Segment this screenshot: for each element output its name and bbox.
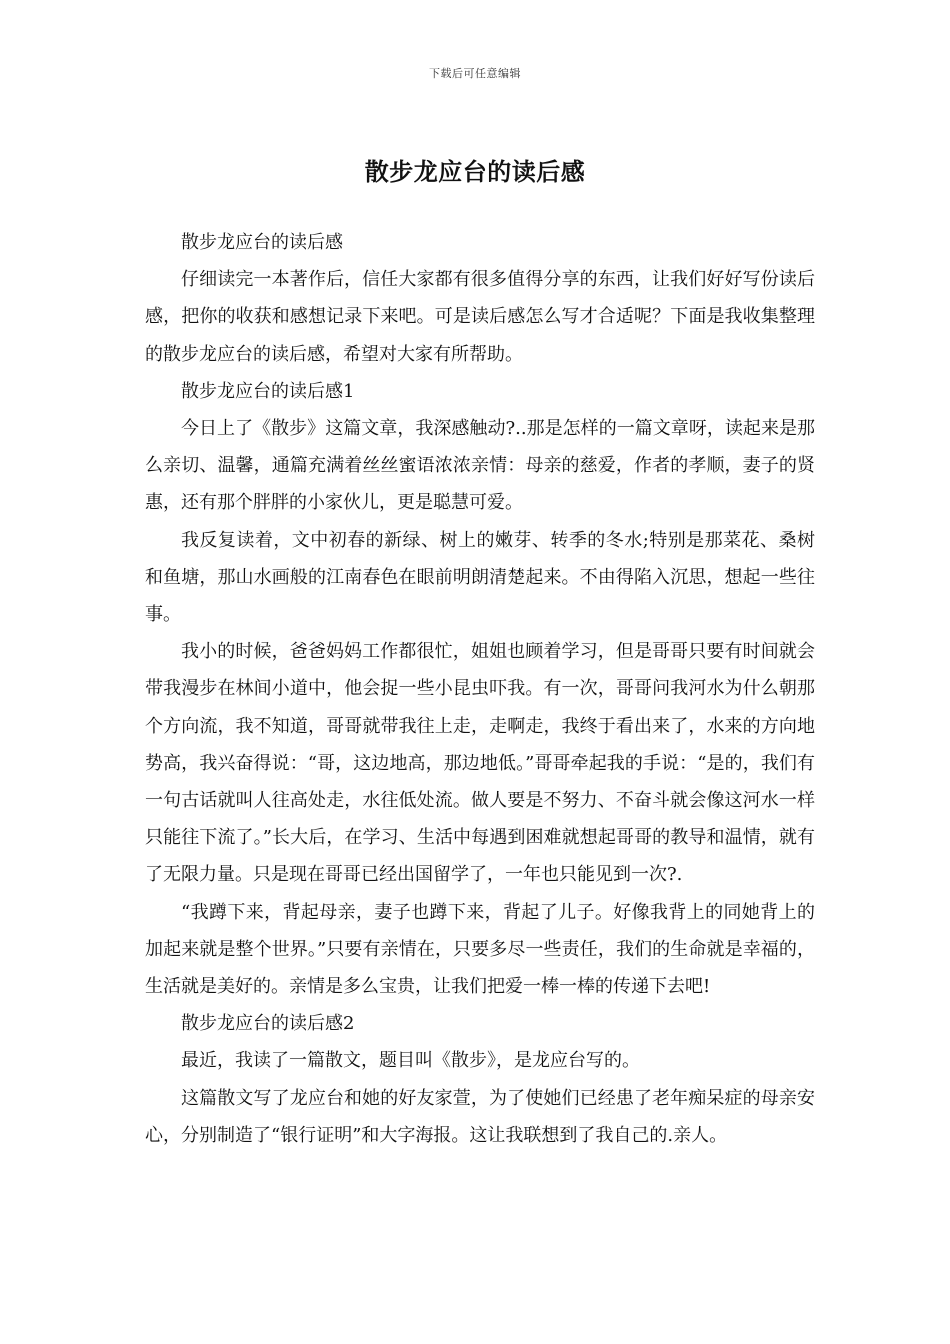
page-header-note: 下载后可任意编辑 [429,67,521,80]
paragraph: 今日上了《散步》这篇文章，我深感触动?..那是怎样的一篇文章呀，读起来是那么亲切、温馨，通篇充满着丝丝蜜语浓浓亲情：母亲的慈爱，作者的孝顺，妻子的贤惠，还有那个胖胖的小家伙儿，更是聪慧可爱。 [145,418,815,514]
section-heading-1: 散步龙应台的读后感1 [181,380,355,402]
paragraph: 这篇散文写了龙应台和她的好友家萱，为了使她们已经患了老年痴呆症的母亲安心，分别制造了“银行证明”和大字海报。这让我联想到了我自己的.亲人。 [145,1087,815,1146]
document-body [145,224,815,1154]
paragraph-subtitle: 散步龙应台的读后感 [181,232,343,253]
document-title: 散步龙应台的读后感 [364,157,586,186]
paragraph-intro: 仔细读完一本著作后，信任大家都有很多值得分享的东西，让我们好好写份读后感，把你的收获和感想记录下来吧。可是读后感怎么写才合适呢？下面是我收集整理的散步龙应台的读后感，希望对大家有所帮助。 [145,269,815,365]
section-heading-2: 散步龙应台的读后感2 [181,1013,355,1035]
paragraph: 我小的时候，爸爸妈妈工作都很忙，姐姐也顾着学习，但是哥哥只要有时间就会带我漫步在林间小道中，他会捉一些小昆虫吓我。有一次，哥哥问我河水为什么朝那个方向流，我不知道，哥哥就带我往上走，走啊走，我终于看出来了，水来的方向地势高，我兴奋得说：“哥，这边地高，那边地低。”哥哥牵起我的手说：“是的，我们有一句古话就叫人往高处走，水往低处流。做人要是不努力、不奋斗就会像这河水一样只能往下流了。”长大后，在学习、生活中每遇到困难就想起哥哥的教导和温情，就有了无限力量。只是现在哥哥已经出国留学了，一年也只能见到一次?. [145,641,815,886]
paragraph: 我反复读着，文中初春的新绿、树上的嫩芽、转季的冬水;特别是那菜花、桑树和鱼塘，那山水画般的江南春色在眼前明朗清楚起来。不由得陷入沉思，想起一些往事。 [145,529,815,626]
paragraph: 最近，我读了一篇散文，题目叫《散步》，是龙应台写的。 [181,1050,640,1072]
paragraph: “我蹲下来，背起母亲，妻子也蹲下来，背起了儿子。好像我背上的同她背上的加起来就是整个世界。”只要有亲情在，只要多尽一些责任，我们的生命就是幸福的，生活就是美好的。亲情是多么宝贵，让我们把爱一棒一棒的传递下去吧! [145,901,815,998]
